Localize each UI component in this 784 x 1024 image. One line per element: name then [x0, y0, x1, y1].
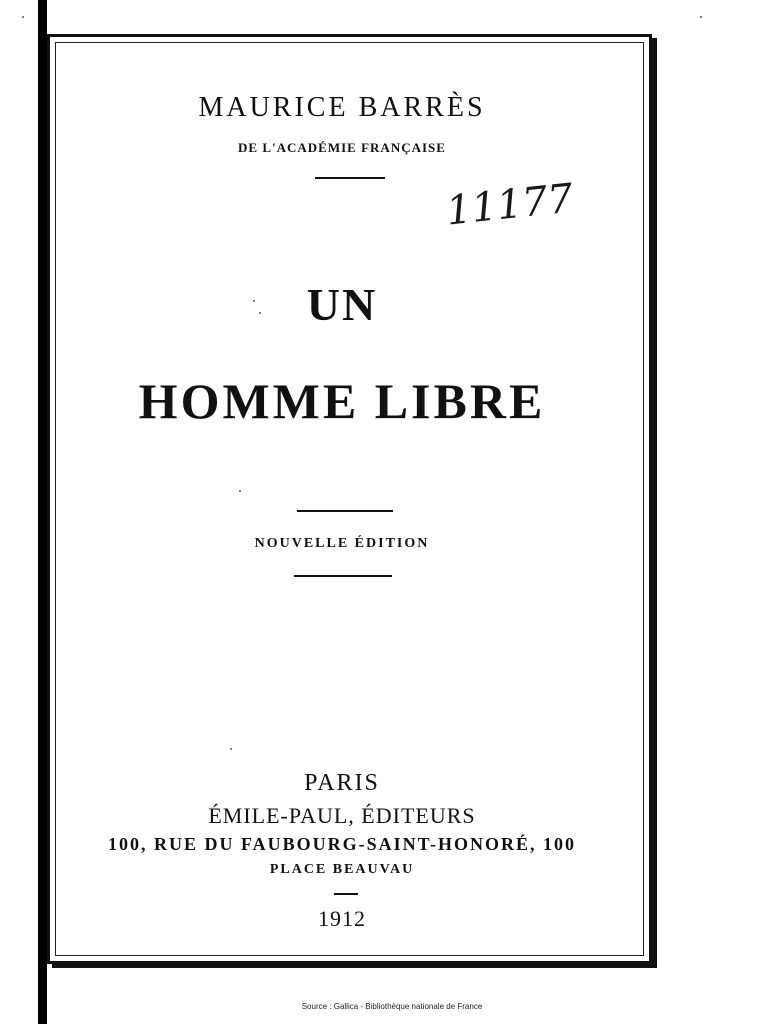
handwritten-shelf-number: 11177: [443, 175, 576, 235]
source-credit: Source : Gallica - Bibliothèque nationale de France: [301, 1002, 483, 1011]
scan-speck: [239, 490, 241, 492]
edition-rule-top: [297, 510, 393, 512]
author-name: MAURICE BARRÈS: [198, 92, 486, 123]
publication-year: 1912: [318, 906, 366, 931]
scan-speck: [700, 16, 702, 18]
scan-speck: [259, 312, 261, 314]
scan-speck: [230, 748, 232, 750]
edition-rule-bottom: [294, 575, 392, 577]
scan-speck: [22, 16, 24, 18]
author-affiliation: DE L'ACADÉMIE FRANÇAISE: [238, 140, 446, 155]
scan-speck: [253, 300, 255, 302]
publisher-name: ÉMILE-PAUL, ÉDITEURS: [208, 803, 476, 828]
book-title-line-1: UN: [306, 279, 378, 330]
book-title-line-2: HOMME LIBRE: [138, 373, 546, 429]
frame-shadow-bottom: [52, 964, 657, 968]
edition-label: NOUVELLE ÉDITION: [254, 536, 430, 551]
publication-city: PARIS: [304, 770, 380, 796]
year-rule: [334, 893, 358, 895]
publisher-place: PLACE BEAUVAU: [269, 862, 415, 877]
author-rule: [315, 177, 385, 179]
publisher-address: 100, RUE DU FAUBOURG-SAINT-HONORÉ, 100: [107, 834, 577, 854]
